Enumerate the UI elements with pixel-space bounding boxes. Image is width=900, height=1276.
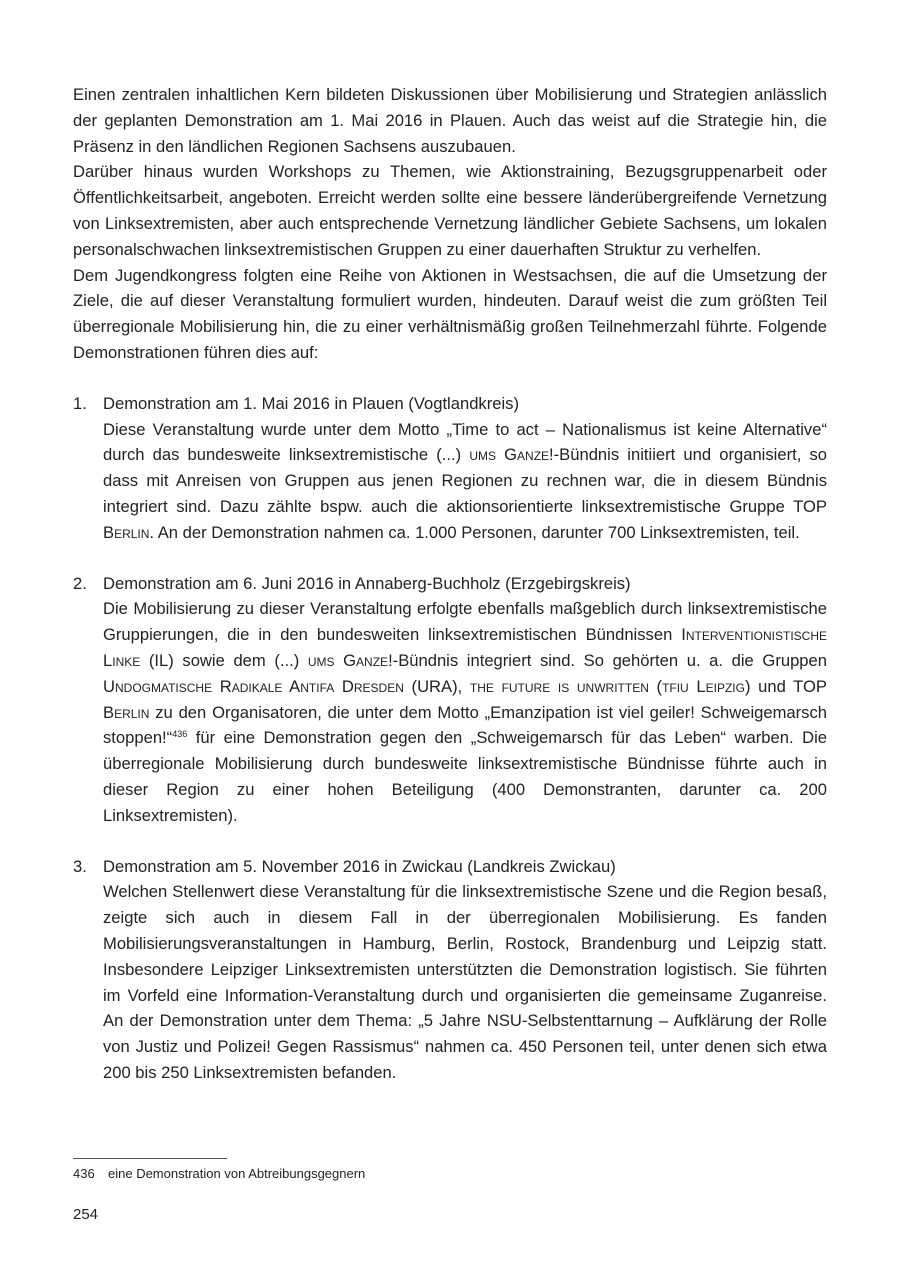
page-number: 254 [73, 1206, 99, 1223]
footnote [73, 1165, 365, 1183]
footnote-number: 436 [73, 1166, 95, 1181]
list-number: 3. [73, 856, 87, 876]
item-body: Diese Veranstaltung wurde unter dem Motto „Time to act – Nationalismus ist keine Alternative“ durch das bundesweite linksextremistische (...) ums Ganze!-Bündnis initiiert und organisiert, so dass mit Anreisen von Gruppen aus jenen Regionen zu rechnen war, die in diesem Bündnis integriert sind. Dazu zählte bspw. auch die aktionsorientierte linksextremistische Gruppe TOP Berlin. An der Demonstration nahmen ca. 1.000 Personen, darunter 700 Linksextremisten, teil. [103, 419, 827, 542]
item-heading: Demonstration am 5. November 2016 in Zwickau (Landkreis Zwickau) [103, 856, 616, 876]
list-item-1 [73, 391, 827, 546]
footnote-reference: 436 [172, 729, 188, 740]
list-number: 2. [73, 573, 87, 593]
spacer [73, 829, 827, 854]
footnote-text: eine Demonstration von Abtreibungsgegnern [108, 1166, 366, 1181]
item-heading: Demonstration am 6. Juni 2016 in Annaberg-Buchholz (Erzgebirgskreis) [103, 573, 631, 593]
spacer [73, 366, 827, 391]
spacer [73, 546, 827, 571]
list-number: 1. [73, 393, 87, 413]
list-item-2 [73, 571, 827, 829]
item-heading: Demonstration am 1. Mai 2016 in Plauen (Vogtlandkreis) [103, 393, 519, 413]
list-item-3 [73, 854, 827, 1086]
intro-paragraph-1: Einen zentralen inhaltlichen Kern bildeten Diskussionen über Mobilisierung und Strategien anlässlich der geplanten Demonstration am 1. Mai 2016 in Plauen. Auch das weist auf die Strategie hin, die Präsenz in den ländlichen Regionen Sachsens auszubauen. [73, 85, 827, 156]
intro-paragraph-2: Darüber hinaus wurden Workshops zu Themen, wie Aktionstraining, Bezugsgruppenarbeit oder Öffentlichkeitsarbeit, angeboten. Erreicht werden sollte eine bessere länderübergreifende Vernetzung von Linksextremisten, aber auch entsprechende Vernetzung ländlicher Gebiete Sachsens, um lokalen personalschwachen linksextremistischen Gruppen zu einer dauerhaften Struktur zu verhelfen. [73, 162, 827, 259]
document-body [73, 82, 827, 1086]
item-body: Welchen Stellenwert diese Veranstaltung für die linksextremistische Szene und die Region besaß, zeigte sich auch in diesem Fall in der überregionalen Mobilisierung. Es fanden Mobilisierungsveranstaltungen in Hamburg, Berlin, Rostock, Brandenburg und Leipzig statt. Insbesondere Leipziger Linksextremisten unterstützten die Demonstration logistisch. Sie führten im Vorfeld eine Information-Veranstaltung durch und organisierten die gemeinsame Zuganreise. An der Demonstration unter dem Thema: „5 Jahre NSU-Selbstenttarnung – Aufklärung der Rolle von Justiz und Polizei! Gegen Rassismus“ nahmen ca. 450 Personen teil, unter denen sich etwa 200 bis 250 Linksextremisten befanden. [103, 882, 827, 1082]
footnote-divider [73, 1158, 227, 1159]
item-body: Die Mobilisierung zu dieser Veranstaltung erfolgte ebenfalls maßgeblich durch linksextremistische Gruppierungen, die in den bundesweiten linksextremistischen Bündnissen Interventionistische Linke (IL) sowie dem (...) ums Ganze!-Bündnis integriert sind. So gehörten u. a. die Gruppen Undogmatische Radikale Antifa Dresden (URA), the future is unwritten (tfiu Leipzig) und TOP Berlin zu den Organisatoren, die unter dem Motto „Emanzipation ist viel geiler! Schweigemarsch stoppen!“$^{436}$ für eine Demonstration gegen den „Schweigemarsch für das Leben“ warben. Die überregionale Mobilisierung durch bundesweite linksextremistische Bündnisse führte auch in dieser Region zu einer hohen Beteiligung (400 Demonstranten, darunter ca. 200 Linksextremisten). [103, 599, 827, 825]
intro-paragraph-3: Dem Jugendkongress folgten eine Reihe von Aktionen in Westsachsen, die auf die Umsetzung der Ziele, die auf dieser Veranstaltung formuliert wurden, hindeuten. Darauf weist die zum größten Teil überregionale Mobilisierung hin, die zu einer verhältnismäßig großen Teilnehmerzahl führte. Folgende Demonstrationen führen dies auf: [73, 265, 827, 362]
